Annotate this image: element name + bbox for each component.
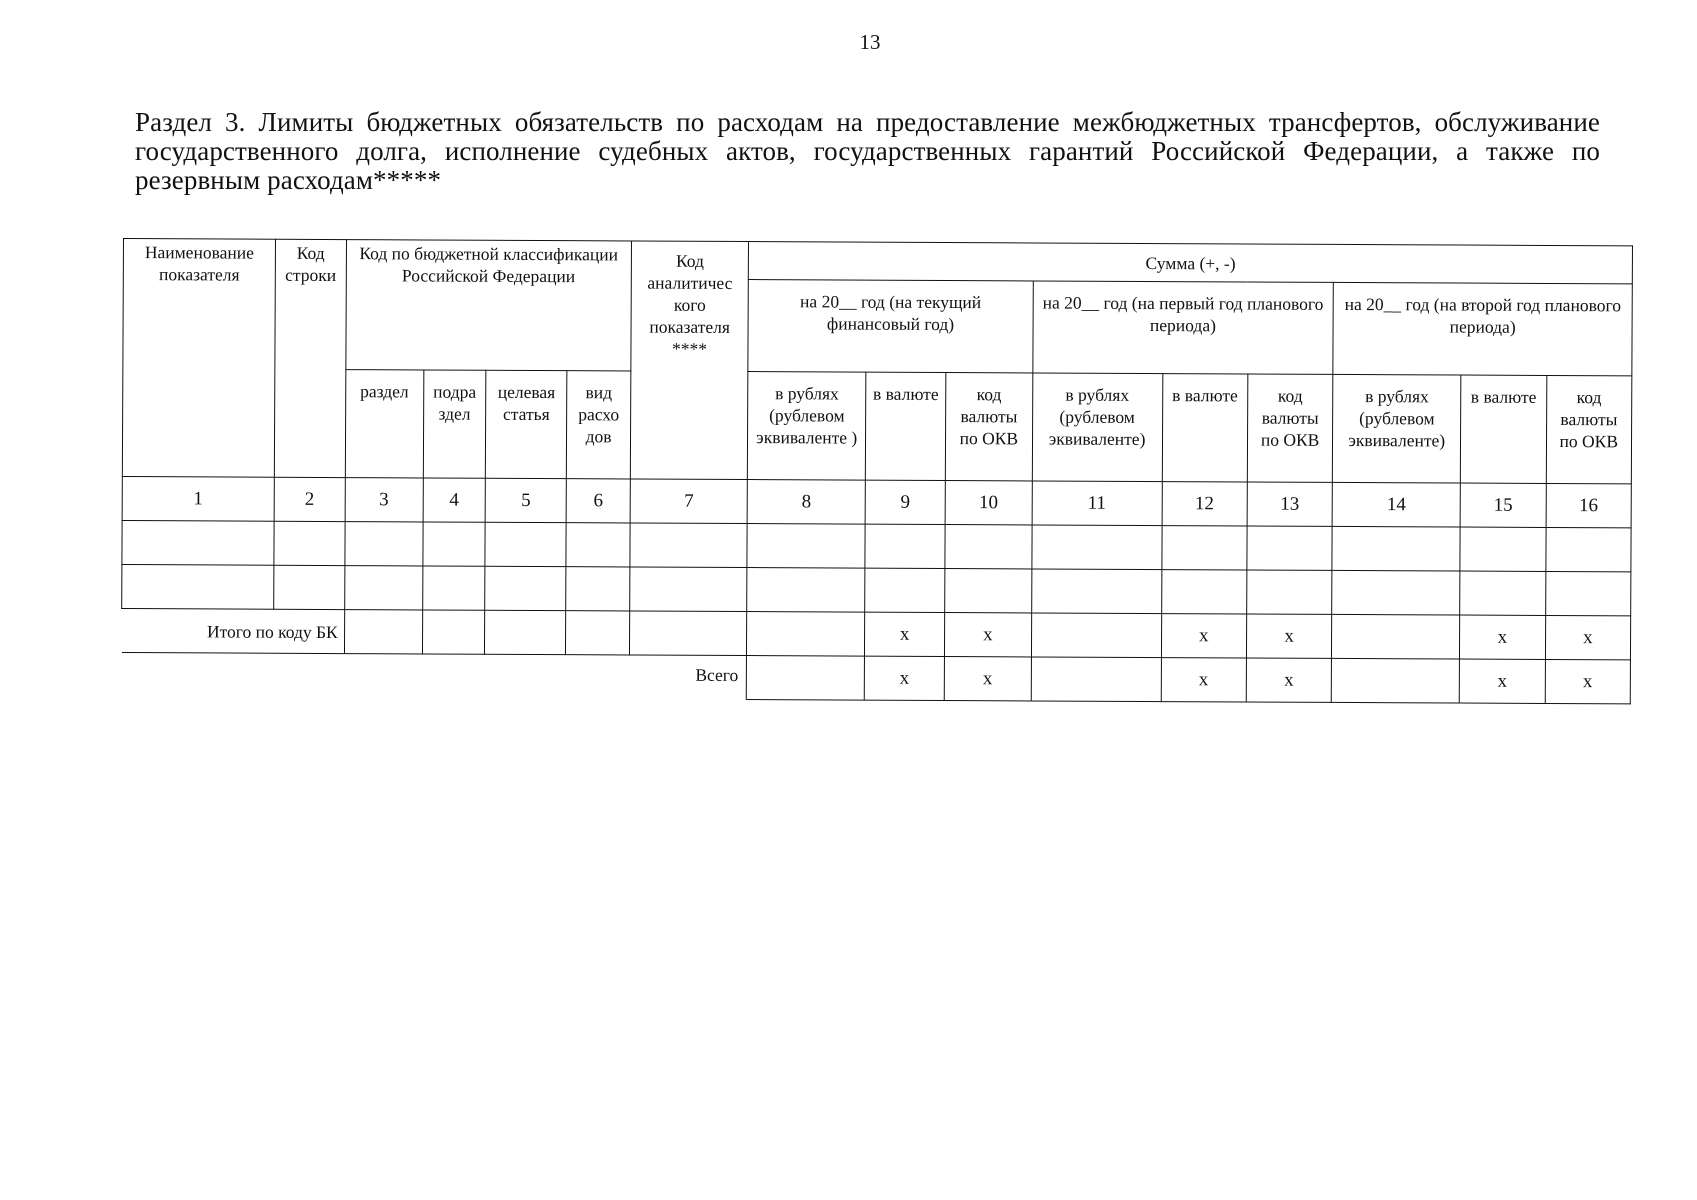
x-mark: х: [1161, 614, 1247, 658]
header-bk-code: Код по бюджетной классификации Российской Федерации: [346, 240, 632, 371]
table-cell: [122, 520, 274, 565]
table-cell: [1331, 658, 1459, 703]
table-cell: [747, 656, 865, 701]
table-cell: [344, 610, 422, 654]
limits-table: [121, 238, 1633, 704]
table-cell: [1332, 614, 1460, 659]
table-cell: [1332, 526, 1460, 571]
header-rub-3: в рублях (рублевом эквиваленте): [1333, 374, 1462, 483]
header-okv-2: код валюты по ОКВ: [1247, 374, 1333, 482]
table-row: [122, 564, 1631, 615]
table-cell: [345, 522, 423, 566]
table-cell: [1031, 657, 1161, 702]
grand-total-label: Всего: [121, 652, 747, 699]
col-num: 7: [630, 479, 748, 524]
x-mark: х: [1459, 659, 1545, 703]
header-name: Наименование показателя: [122, 239, 275, 478]
header-okv-1: код валюты по ОКВ: [945, 373, 1032, 481]
table-cell: [422, 566, 485, 610]
col-num: 16: [1546, 483, 1632, 527]
table-cell: [865, 524, 945, 568]
x-mark: х: [1545, 615, 1631, 659]
table-cell: [1332, 570, 1460, 615]
header-cur-2: в валюте: [1162, 374, 1248, 482]
x-mark: х: [864, 656, 944, 700]
header-bk-razdel: раздел: [345, 370, 424, 478]
table-cell: [1247, 526, 1333, 570]
x-mark: х: [1246, 658, 1332, 702]
table-cell: [1031, 613, 1161, 658]
x-mark: х: [1161, 658, 1247, 702]
table-cell: [865, 568, 945, 612]
table-cell: [630, 523, 748, 568]
table-cell: [566, 567, 630, 611]
header-sum: Сумма (+, -): [749, 242, 1633, 284]
x-mark: х: [945, 613, 1032, 657]
total-by-bk-label: Итого по коду БК: [121, 608, 344, 653]
header-year-current: на 20__ год (на текущий финансовый год): [748, 280, 1033, 373]
header-bk-vid: вид расхо дов: [567, 371, 631, 479]
table-cell: [122, 564, 274, 609]
col-num: 1: [122, 476, 274, 521]
header-cur-1: в валюте: [865, 372, 946, 480]
table-cell: [747, 568, 865, 613]
col-num: 6: [566, 479, 630, 523]
section-title: Раздел 3. Лимиты бюджетных обязательств по расходам на предоставление межбюджетных трансфертов, обслуживание государственного долга, исполнение судебных актов, государственных гарантий Российской Федерации, а также по резервным расходам*****: [135, 107, 1600, 195]
col-num: 5: [485, 478, 566, 522]
table-cell: [1545, 571, 1631, 615]
x-mark: х: [864, 612, 944, 656]
table-cell: [945, 525, 1032, 569]
table-cell: [274, 521, 345, 565]
col-num: 9: [865, 480, 945, 524]
table-cell: [344, 566, 422, 610]
table-cell: [566, 611, 630, 655]
col-num: 3: [345, 478, 423, 522]
header-cur-3: в валюте: [1461, 375, 1547, 483]
table-cell: [747, 524, 865, 569]
table-cell: [485, 522, 566, 566]
table-cell: [423, 522, 486, 566]
header-okv-3: код валюты по ОКВ: [1546, 375, 1632, 483]
table-row: [122, 520, 1631, 571]
table-cell: [630, 567, 748, 612]
table-cell: [1247, 570, 1333, 614]
header-year-plan1: на 20__ год (на первый год планового периода): [1032, 281, 1333, 374]
table-cell: [566, 523, 630, 567]
header-year-plan2: на 20__ год (на второй год планового периода): [1333, 282, 1632, 375]
table-cell: [274, 565, 345, 609]
table-cell: [629, 611, 747, 656]
table-cell: [1031, 569, 1161, 614]
table-cell: [945, 569, 1032, 613]
col-num: 8: [748, 480, 866, 525]
table-cell: [485, 566, 566, 610]
x-mark: х: [1246, 614, 1332, 658]
total-by-bk-row: [121, 608, 1630, 659]
grand-total-row: [121, 652, 1630, 703]
table-cell: [747, 612, 865, 657]
column-numbers-row: [122, 476, 1631, 527]
col-num: 15: [1460, 483, 1546, 527]
col-num: 2: [274, 477, 345, 521]
table-cell: [1460, 571, 1546, 615]
header-rub-1: в рублях (рублевом эквиваленте ): [748, 372, 866, 481]
table-cell: [422, 610, 485, 654]
col-num: 11: [1032, 481, 1162, 526]
col-num: 12: [1162, 482, 1248, 526]
header-row-code: Код строки: [274, 239, 346, 477]
col-num: 14: [1332, 482, 1460, 527]
header-rub-2: в рублях (рублевом эквиваленте): [1032, 373, 1163, 482]
table-cell: [1161, 570, 1247, 614]
table-cell: [485, 610, 566, 654]
table-cell: [1545, 527, 1631, 571]
col-num: 10: [945, 481, 1032, 525]
header-bk-statya: целевая статья: [485, 370, 567, 478]
x-mark: х: [1460, 615, 1546, 659]
col-num: 4: [423, 478, 486, 522]
table-cell: [1460, 527, 1546, 571]
col-num: 13: [1247, 482, 1333, 526]
header-bk-podrazdel: подра здел: [423, 370, 486, 478]
page-number: 13: [859, 30, 881, 54]
table-cell: [1031, 525, 1161, 570]
header-analytic-code: Код аналитичес кого показателя ****: [630, 241, 749, 480]
table-cell: [1161, 526, 1247, 570]
x-mark: х: [1545, 659, 1631, 703]
x-mark: х: [944, 657, 1031, 701]
